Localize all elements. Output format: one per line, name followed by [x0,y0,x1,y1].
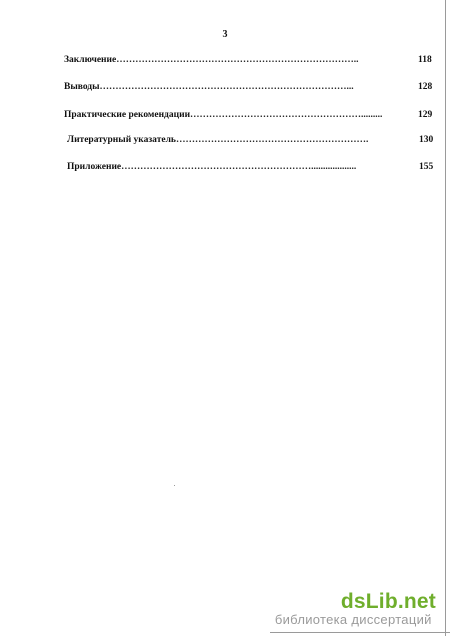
toc-entry [64,55,409,65]
toc-entry-title: Выводы [64,82,100,92]
page-edge-bottom [270,632,450,633]
toc-entry-page: 129 [418,110,433,120]
watermark-subtitle: библиотека диссертаций [274,612,432,627]
toc-entry-leader: ………………………………………………………………….. [116,55,359,65]
watermark-logo: dsLib.net [340,590,436,613]
toc-entry-title: Приложение [67,162,122,172]
toc-entry-page: 130 [419,135,434,145]
toc-entry [64,82,409,92]
page-number: 3 [222,29,228,40]
toc-entry-title: Заключение [64,55,117,65]
toc-entry-page: 128 [418,82,433,92]
toc-entry-leader: ……………………………………………………. [175,135,369,145]
toc-entry [64,110,409,120]
toc-entry-page: 118 [418,55,432,65]
toc-entry-title: Практические рекомендации [64,110,191,120]
toc-entry-leader: ……………………………………………………................... [121,162,357,172]
toc-entry-page: 155 [419,162,434,172]
toc-entry-leader: ……………………………………………………………………... [99,82,354,92]
toc-entry-title: Литературный указатель [67,135,176,145]
scan-speck [174,485,175,486]
toc-entry [67,162,412,172]
toc-entry-leader: ………………………………………………......... [190,110,383,120]
toc-entry [67,135,409,145]
watermark [275,592,436,628]
page-edge-right [445,0,446,636]
